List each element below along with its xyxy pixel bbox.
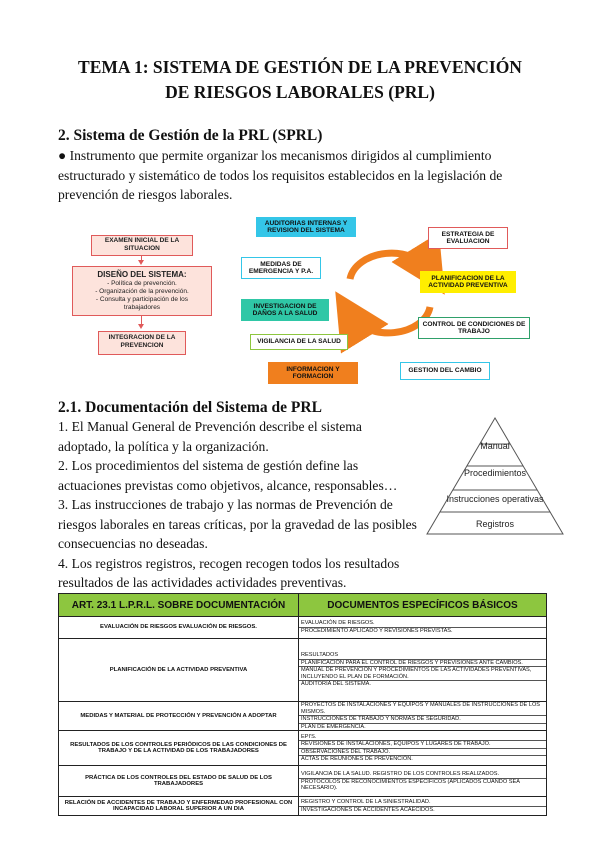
row-3-item: INSTRUCCIONES DE TRABAJO Y NORMAS DE SEGURIDAD. [299, 716, 546, 724]
section-21-heading: 2.1. Documentación del Sistema de PRL [58, 399, 322, 416]
row-3-right [299, 702, 547, 731]
pyramid-registros: Registros [475, 519, 515, 529]
box-examen-inicial: EXAMEN INICIAL DE LA SITUACION [91, 235, 193, 256]
row-1-right [299, 617, 547, 639]
box-control: CONTROL DE CONDICIONES DE TRABAJO [418, 317, 530, 339]
title-line-2: DE RIESGOS LABORALES (PRL) [165, 82, 435, 102]
section-21-p4: 4. Los registros registros, recogen recogen todos los resultados resultados de las actividades actividades preventivas. [58, 555, 400, 590]
row-6-right [299, 797, 547, 816]
row-5-item: PROTOCOLOS DE RECONOCIMIENTOS ESPECÍFICOS (APLICADOS CUANDO SEA NECESARIO). [301, 778, 520, 792]
page-title [0, 55, 600, 105]
row-1-item: EVALUACIÓN DE RIESGOS. [299, 620, 546, 628]
box-diseno-sistema [72, 266, 212, 316]
table-row [59, 702, 547, 731]
right-cycle-diagram [238, 209, 543, 389]
row-2-item: MANUAL DE PREVENCIÓN Y PROCEDIMIENTOS DE LAS ACTIVIDADES PREVENTIVAS, INCLUYENDO EL PLAN DE FORMACIÓN. [299, 667, 546, 681]
section-21-p1: 1. El Manual General de Prevención describe el sistema adoptado, la política y la organización. [58, 419, 362, 454]
diseno-item-2: - Organización de la prevención. [95, 288, 189, 295]
documentation-pyramid [425, 416, 565, 538]
box-planificacion: PLANIFICACION DE LA ACTIVIDAD PREVENTIVA [420, 271, 516, 293]
section-21-body [58, 417, 418, 593]
diseno-item-1: - Política de prevención. [107, 280, 177, 287]
box-vigilancia: VIGILANCIA DE LA SALUD [250, 334, 348, 350]
documentation-table [58, 593, 547, 816]
row-2-left: PLANIFICACIÓN DE LA ACTIVIDAD PREVENTIVA [59, 639, 299, 702]
row-2-item: PLANIFICACIÓN PARA EL CONTROL DE RIESGOS Y PREVISIONES ANTE CAMBIOS. [299, 660, 546, 668]
row-1-item: PROCEDIMIENTO APLICADO Y REVISIONES PREVISTAS. [301, 628, 453, 634]
arrow-down-icon [138, 324, 144, 329]
row-6-item: INVESTIGACIONES DE ACCIDENTES ACAECIDOS. [301, 806, 435, 813]
table-row [59, 639, 547, 702]
box-auditorias: AUDITORIAS INTERNAS Y REVISION DEL SISTEMA [256, 217, 356, 237]
row-4-item: EPI'S. [299, 734, 546, 742]
box-integracion: INTEGRACION DE LA PREVENCION [98, 331, 186, 355]
left-flow-diagram [62, 229, 222, 374]
box-investigacion: INVESTIGACION DE DAÑOS A LA SALUD [241, 299, 329, 321]
pyramid-procedimientos: Procedimientos [463, 468, 527, 478]
table-row [59, 797, 547, 816]
row-4-right [299, 731, 547, 766]
row-2-right [299, 639, 547, 702]
row-3-left: MEDIDAS Y MATERIAL DE PROTECCIÓN Y PREVENCIÓN A ADOPTAR [59, 702, 299, 731]
section-21-p3: 3. Las instrucciones de trabajo y las normas de Prevención de riesgos laborales en tareas críticas, por la gravedad de las posibles consecuencias no deseadas. [58, 497, 417, 551]
section-2-bullet [58, 146, 548, 205]
box-gestion: GESTION DEL CAMBIO [400, 362, 490, 380]
row-3-item: PLAN DE EMERGENCIA. [301, 723, 366, 730]
table-header-left: ART. 23.1 L.P.R.L. SOBRE DOCUMENTACIÓN [59, 594, 299, 617]
row-4-item: REVISIONES DE INSTALACIONES, EQUIPOS Y LUGARES DE TRABAJO. [299, 741, 546, 749]
box-estrategia: ESTRATEGIA DE EVALUACION [428, 227, 508, 249]
pyramid-manual: Manual [480, 441, 510, 451]
row-5-right [299, 766, 547, 797]
row-5-left: PRÁCTICA DE LOS CONTROLES DEL ESTADO DE SALUD DE LOS TRABAJADORES [59, 766, 299, 797]
row-6-item: REGISTRO Y CONTROL DE LA SINIESTRALIDAD. [299, 799, 546, 807]
section-2-heading: 2. Sistema de Gestión de la PRL (SPRL) [58, 127, 323, 144]
table-row [59, 617, 547, 639]
box-informacion: INFORMACION Y FORMACION [268, 362, 358, 384]
row-1-left: EVALUACIÓN DE RIESGOS EVALUACIÓN DE RIESGOS. [59, 617, 299, 639]
row-2-item: AUDITORÍA DEL SISTEMA. [301, 681, 371, 688]
box-medidas: MEDIDAS DE EMERGENCIA Y P.A. [241, 257, 321, 279]
diseno-item-3: - Consulta y participación de los trabajadores [95, 296, 189, 311]
row-2-item: RESULTADOS [299, 652, 546, 660]
row-4-item: ACTAS DE REUNIONES DE PREVENCIÓN. [301, 756, 413, 763]
table-row [59, 731, 547, 766]
diseno-title: DISEÑO DEL SISTEMA: [97, 270, 187, 279]
table-row [59, 766, 547, 797]
arrow-down-icon [138, 260, 144, 265]
row-4-item: OBSERVACIONES DEL TRABAJO. [299, 749, 546, 757]
section-21-p2: 2. Los procedimientos del sistema de gestión define las actuaciones previstas como objetivos, alcance, responsables… [58, 458, 398, 493]
pyramid-instrucciones: Instrucciones operativas [446, 494, 544, 504]
row-4-left: RESULTADOS DE LOS CONTROLES PERIÓDICOS DE LAS CONDICIONES DE TRABAJO Y DE LA ACTIVIDAD DE LOS TRABAJADORES [59, 731, 299, 766]
row-5-item: VIGILANCIA DE LA SALUD. REGISTRO DE LOS CONTROLES REALIZADOS. [299, 771, 546, 779]
row-3-item: PROYECTOS DE INSTALACIONES Y EQUIPOS Y MANUALES DE INSTRUCCIONES DE LOS MISMOS. [299, 702, 546, 716]
row-6-left: RELACIÓN DE ACCIDENTES DE TRABAJO Y ENFERMEDAD PROFESIONAL CON INCAPACIDAD LABORAL SUPERIOR A UN DIA [59, 797, 299, 816]
section-2-bullet-text: ● Instrumento que permite organizar los mecanismos dirigidos al cumplimiento estructurado y sistemático de todos los requisitos establecidos en la legislación de prevención de riesgos laborales. [58, 148, 503, 202]
table-header-right: DOCUMENTOS ESPECÍFICOS BÁSICOS [299, 594, 547, 617]
title-line-1: TEMA 1: SISTEMA DE GESTIÓN DE LA PREVENCIÓN [78, 57, 522, 77]
